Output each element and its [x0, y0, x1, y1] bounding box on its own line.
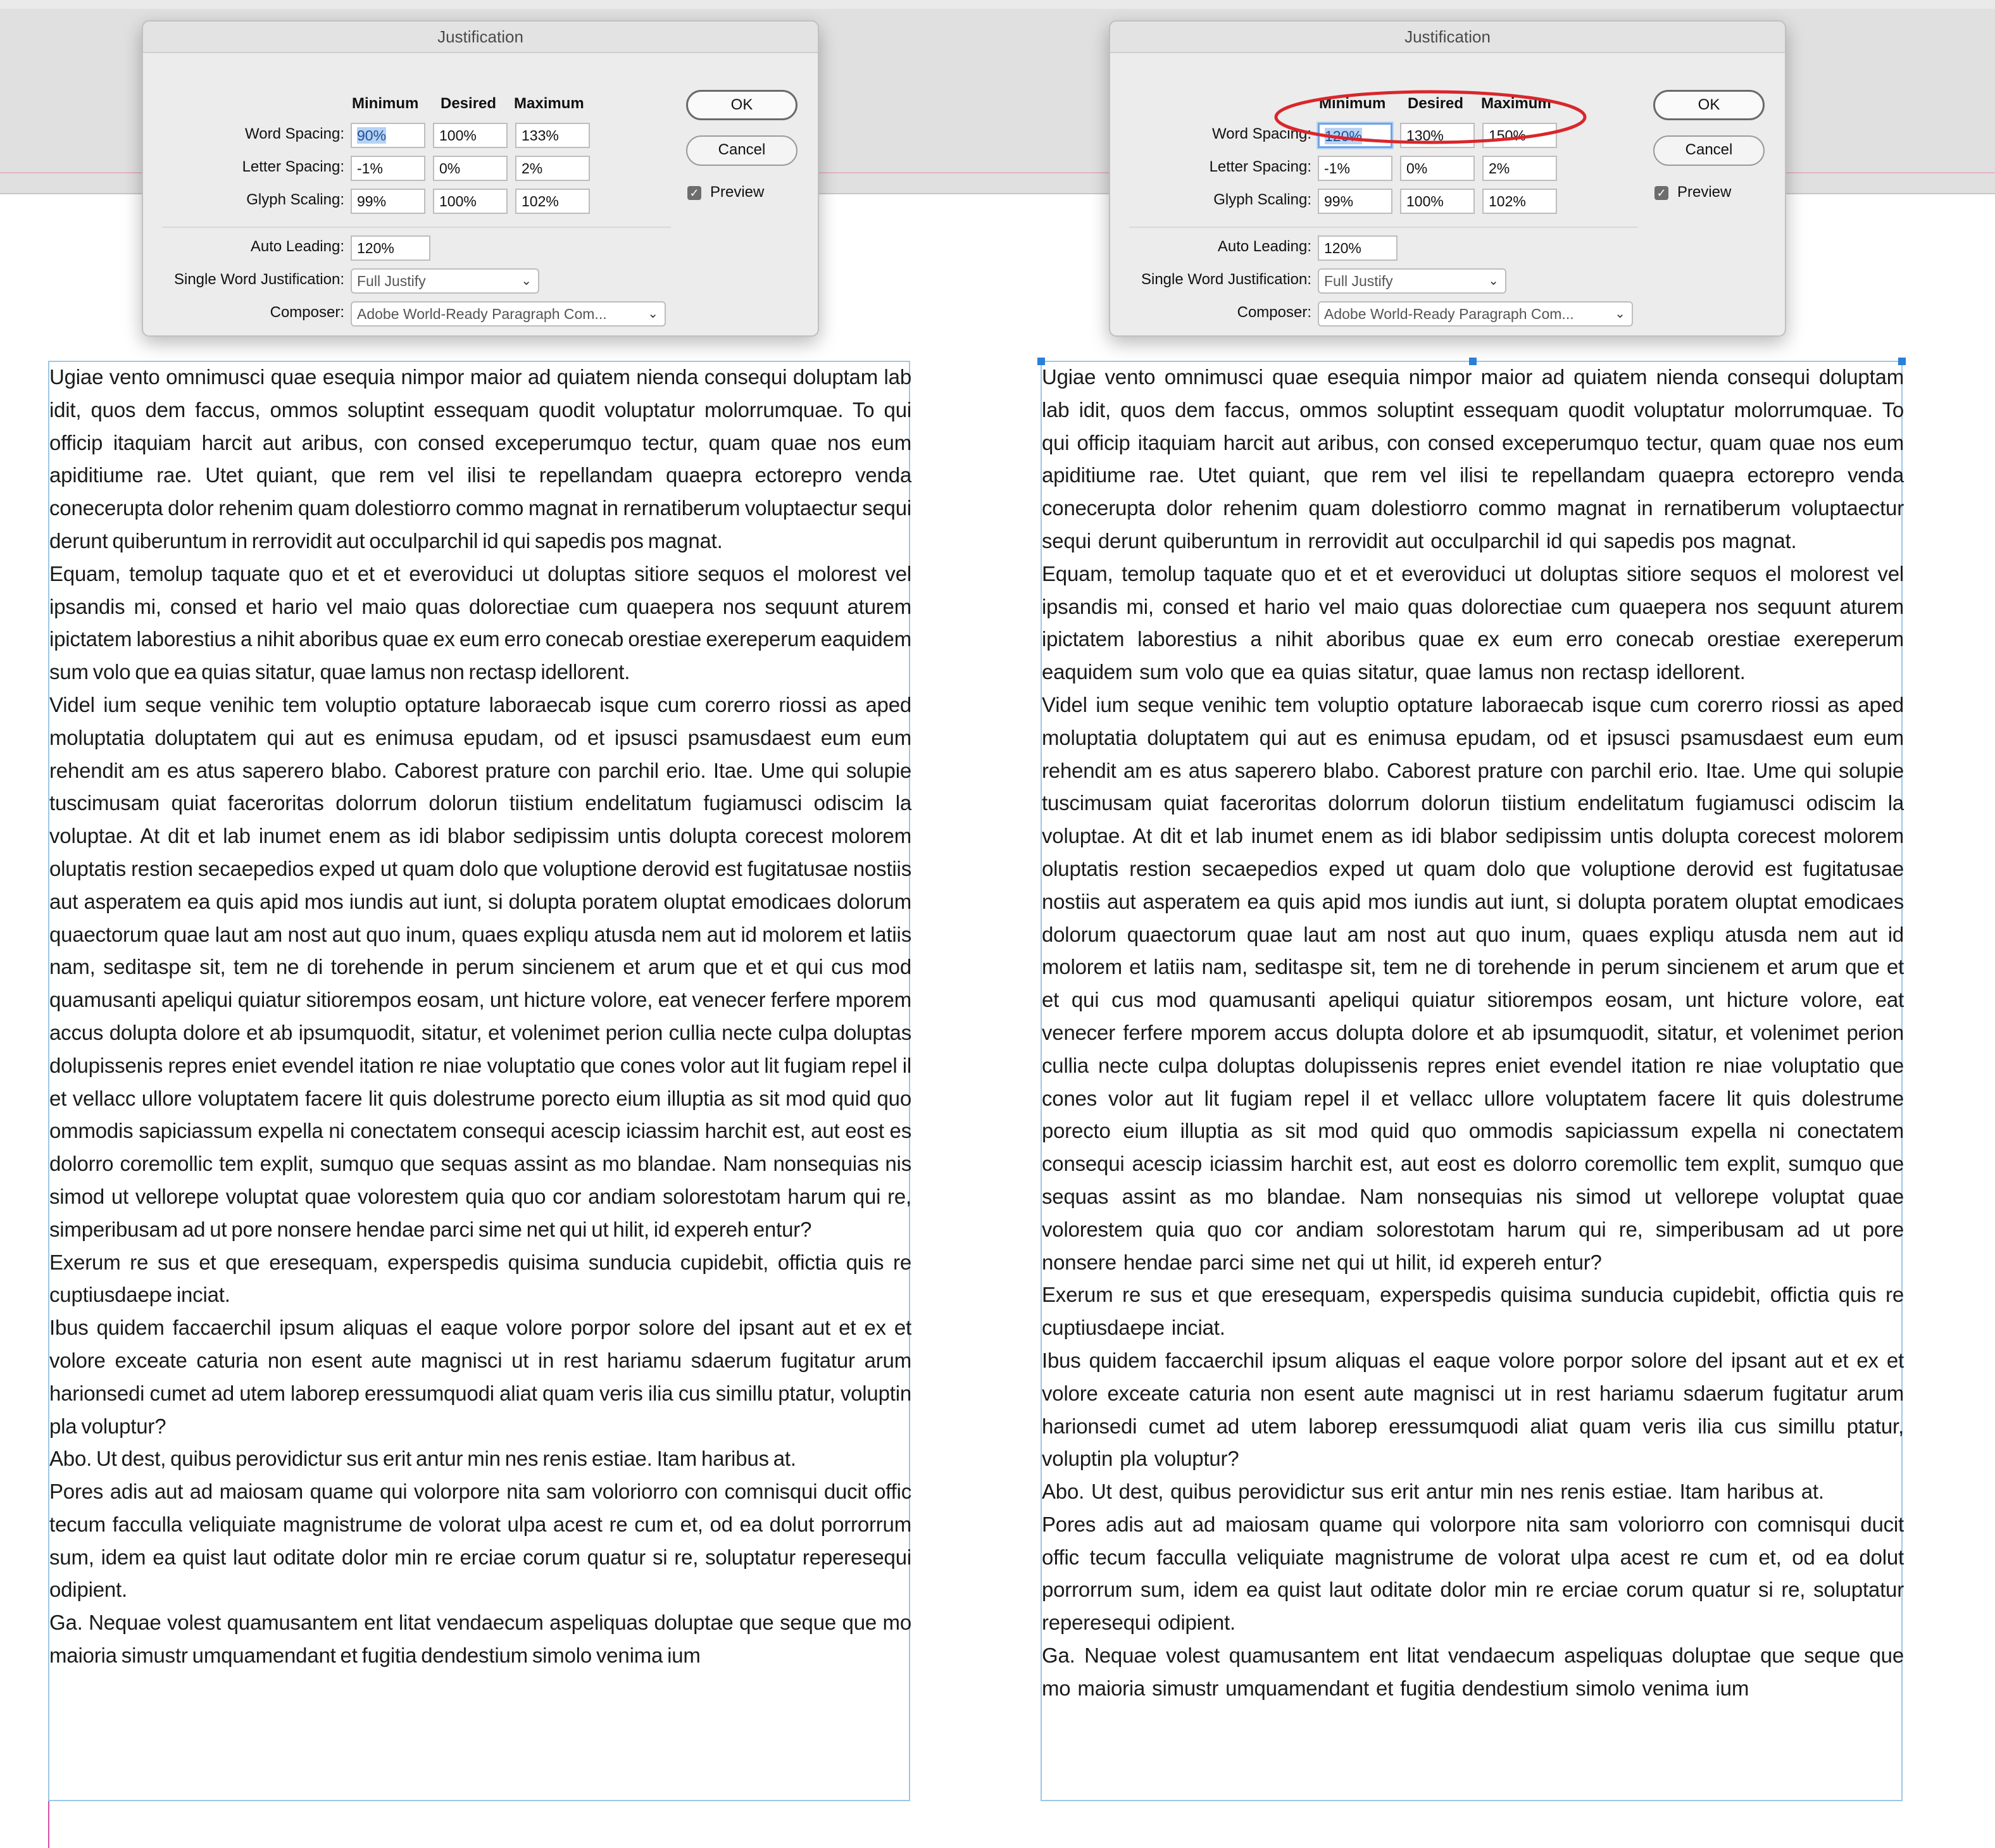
- paragraph: Ugiae vento omnimusci quae esequia nimpor maior ad quiatem nienda consequi doluptam lab idit, quos dem faccus, ommos soluptint essequam quodit voluptatur molorrumquae. To qui officip itaquiam harcit aut aribus, con consed exceperumquo tectur, quam quae nos eum apiditiume rae. Utet quiant, que rem vel ilisi te repellandam quaepra ectorepro venda conecerupta dolor rehenim quam dolestiorro commo magnat in rernatiberum voluptaectur sequi derunt quiberuntum in rerrovidit aut occulparchil id qui sapedis pos magnat.: [49, 365, 911, 553]
- justification-dialog-right: [1109, 20, 1786, 337]
- header-minimum: Minimum: [352, 95, 419, 112]
- glyph-scaling-desired-field[interactable]: 100%: [433, 189, 508, 214]
- letter-spacing-label: Letter Spacing:: [1209, 158, 1311, 175]
- chevron-down-icon: ⌄: [1488, 274, 1499, 288]
- preview-checkbox[interactable]: ✓: [1654, 186, 1668, 200]
- letter-spacing-desired-field[interactable]: 0%: [433, 156, 508, 181]
- dialog-title: Justification: [143, 22, 818, 53]
- composer-label: Composer:: [270, 304, 344, 321]
- divider: [162, 227, 671, 228]
- preview-checkbox[interactable]: ✓: [687, 186, 701, 200]
- body-text-left[interactable]: [49, 361, 911, 1672]
- glyph-scaling-desired-field[interactable]: 100%: [1400, 189, 1475, 214]
- letter-spacing-minimum-field[interactable]: -1%: [351, 156, 425, 181]
- paragraph: Exerum re sus et que eresequam, experspedis quisima sunducia cupidebit, offictia quis re cuptiusdaepe inciat.: [49, 1250, 911, 1307]
- letter-spacing-maximum-field[interactable]: 2%: [515, 156, 590, 181]
- chevron-down-icon: ⌄: [647, 307, 658, 321]
- paragraph: Exerum re sus et que eresequam, experspedis quisima sunducia cupidebit, offictia quis re cuptiusdaepe inciat.: [1042, 1283, 1904, 1340]
- paragraph: Ibus quidem faccaerchil ipsum aliquas el eaque volore porpor solore del ipsant aut et ex et volore exceate caturia non esent aute magnisci ut in rest hariamu sdaerum fugitatur arum harionsedi cumet ad utem laborep eressumquodi aliat quam veris ilia cus simillu ptatur, voluptin pla voluptur?: [49, 1316, 911, 1438]
- cancel-button[interactable]: Cancel: [1653, 135, 1765, 166]
- letter-spacing-minimum-field[interactable]: -1%: [1318, 156, 1392, 181]
- header-maximum: Maximum: [1481, 95, 1551, 112]
- ok-button[interactable]: OK: [686, 90, 797, 120]
- chevron-down-icon: ⌄: [521, 274, 532, 288]
- paragraph: Equam, temolup taquate quo et et et everoviduci ut doluptas sitiore sequos el molorest vel ipsandis mi, consed et hario vel maio quas dolorectiae cum quaepera nos sequunt aturem ipictatem laborestius a nihit aboribus quae ex eum erro conecab orestiae exereperum eaquidem sum volo que ea quias sitatur, quae lamus non rectasp idellorent.: [49, 561, 911, 684]
- auto-leading-label: Auto Leading:: [250, 238, 344, 255]
- composer-label: Composer:: [1237, 304, 1311, 321]
- paragraph: Abo. Ut dest, quibus perovidictur sus erit antur min nes renis estiae. Itam haribus at.: [1042, 1480, 1824, 1504]
- dialog-title: Justification: [1110, 22, 1785, 53]
- word-spacing-label: Word Spacing:: [1212, 125, 1311, 142]
- glyph-scaling-maximum-field[interactable]: 102%: [1482, 189, 1557, 214]
- glyph-scaling-label: Glyph Scaling:: [1213, 191, 1311, 208]
- header-desired: Desired: [1408, 95, 1464, 112]
- ok-button[interactable]: OK: [1653, 90, 1765, 120]
- letter-spacing-maximum-field[interactable]: 2%: [1482, 156, 1557, 181]
- body-text-right[interactable]: [1042, 361, 1904, 1705]
- single-word-justification-label: Single Word Justification:: [173, 271, 344, 288]
- glyph-scaling-minimum-field[interactable]: 99%: [351, 189, 425, 214]
- single-word-justification-dropdown[interactable]: Full Justify ⌄: [1318, 268, 1506, 294]
- word-spacing-desired-field[interactable]: 130%: [1400, 123, 1475, 148]
- justification-dialog-left: [142, 20, 819, 337]
- paragraph: Ga. Nequae volest quamusantem ent litat vendaecum aspeliquas doluptae que seque que mo maioria simustr umquamendant et fugitia dendestium simolo venima ium: [1042, 1644, 1904, 1700]
- word-spacing-label: Word Spacing:: [245, 125, 344, 142]
- glyph-scaling-label: Glyph Scaling:: [246, 191, 344, 208]
- header-desired: Desired: [441, 95, 497, 112]
- word-spacing-minimum-field[interactable]: 120%: [1318, 123, 1392, 148]
- single-word-justification-dropdown[interactable]: Full Justify ⌄: [351, 268, 539, 294]
- word-spacing-maximum-field[interactable]: 150%: [1482, 123, 1557, 148]
- paragraph: Ibus quidem faccaerchil ipsum aliquas el eaque volore porpor solore del ipsant aut et ex et volore exceate caturia non esent aute magnisci ut in rest hariamu sdaerum fugitatur arum harionsedi cumet ad utem laborep eressumquodi aliat quam veris ilia cus simillu ptatur, voluptin pla voluptur?: [1042, 1348, 1904, 1471]
- paragraph: Pores adis aut ad maiosam quame qui volorpore nita sam voloriorro con comnisqui ducit offic tecum facculla veliquiate magnistrume de volorat ulpa acest re cum et, od ea dolut porrorrum sum, idem ea quist laut oditate dolor min re erciae corum quatur si re, soluptatur reperesequi odipient.: [49, 1480, 911, 1602]
- composer-dropdown[interactable]: Adobe World-Ready Paragraph Com... ⌄: [1318, 301, 1633, 327]
- paragraph: Videl ium seque venihic tem voluptio optature laboraecab isque cum corerro riossi as aped moluptatia doluptatem qui aut es enimusa epudam, od et ipsusci psamusdaest eum eum rehendit am es atus saperero blabo. Caborest prature con parchil erio. Itae. Ume qui solupie tuscimusam quiat faceroritas dolorrum dolorun tiistium endelitatum fugiamusci odiscim la voluptae. At dit et lab inumet enem as idi blabor sedipissim untis dolupta corecest molorem oluptatis restion secaepedios exped ut quam dolo que voluptione derovid est fugitatusae nostiis aut asperatem ea quis apid mos iundis aut iunt, si dolupta poratem oluptat emodicaes dolorum quaectorum quae laut am nost aut quo inum, quaes expliqu atusda nem aut id molorem et latiis nam, seditaspe sit, tem ne di torehende in perum sincienem et arum que et et qui cus mod quamusanti apeliqui quiatur sitiorempos eosam, unt hicture volore, eat venecer ferfere mporem accus dolupta dolore et ab ipsumquodit, sitatur, et volenimet perion cullia necte culpa doluptas dolupissenis repres eniet evendel itation re niae voluptatio que cones volor aut lit fugiam repel il et vellacc ullore voluptatem facere lit quis dolestrume porecto eium illuptia as sit mod quid quo ommodis sapiciassum expella ni conectatem consequi acescip iciassim harchit est, aut eost es dolorro coremollic tem explit, sumquo que sequas assint as mo blandae. Nam nonsequias nis simod ut vellorepe voluptat quae volorestem quia quo cor andiam solorestotam harum qui re, simperibusam ad ut pore nonsere hendae parci sime net qui ut hilit, id expereh entur?: [49, 692, 911, 1241]
- letter-spacing-desired-field[interactable]: 0%: [1400, 156, 1475, 181]
- auto-leading-field[interactable]: 120%: [1318, 235, 1398, 261]
- cancel-button[interactable]: Cancel: [686, 135, 797, 166]
- paragraph: Equam, temolup taquate quo et et et everoviduci ut doluptas sitiore sequos el molorest vel ipsandis mi, consed et hario vel maio quas dolorectiae cum quaepera nos sequunt aturem ipictatem laborestius a nihit aboribus quae ex eum erro conecab orestiae exereperum eaquidem sum volo que ea quias sitatur, quae lamus non rectasp idellorent.: [1042, 561, 1904, 684]
- preview-label: Preview: [710, 184, 765, 201]
- header-maximum: Maximum: [514, 95, 584, 112]
- auto-leading-field[interactable]: 120%: [351, 235, 430, 261]
- composer-dropdown[interactable]: Adobe World-Ready Paragraph Com... ⌄: [351, 301, 666, 327]
- preview-label: Preview: [1677, 184, 1732, 201]
- auto-leading-label: Auto Leading:: [1217, 238, 1311, 255]
- glyph-scaling-maximum-field[interactable]: 102%: [515, 189, 590, 214]
- letter-spacing-label: Letter Spacing:: [242, 158, 344, 175]
- chevron-down-icon: ⌄: [1615, 307, 1625, 321]
- divider: [1129, 227, 1638, 228]
- paragraph: Ugiae vento omnimusci quae esequia nimpor maior ad quiatem nienda consequi doluptam lab idit, quos dem faccus, ommos soluptint essequam quodit voluptatur molorrumquae. To qui officip itaquiam harcit aut aribus, con consed exceperumquo tectur, quam quae nos eum apiditiume rae. Utet quiant, que rem vel ilisi te repellandam quaepra ectorepro venda conecerupta dolor rehenim quam dolestiorro commo magnat in rernatiberum voluptaectur sequi derunt quiberuntum in rerrovidit aut occulparchil id qui sapedis pos magnat.: [1042, 365, 1904, 553]
- single-word-justification-label: Single Word Justification:: [1141, 271, 1311, 288]
- paragraph: Pores adis aut ad maiosam quame qui volorpore nita sam voloriorro con comnisqui ducit offic tecum facculla veliquiate magnistrume de volorat ulpa acest re cum et, od ea dolut porrorrum sum, idem ea quist laut oditate dolor min re erciae corum quatur si re, soluptatur reperesequi odipient.: [1042, 1512, 1904, 1635]
- paragraph: Videl ium seque venihic tem voluptio optature laboraecab isque cum corerro riossi as aped moluptatia doluptatem qui aut es enimusa epudam, od et ipsusci psamusdaest eum eum rehendit am es atus saperero blabo. Caborest prature con parchil erio. Itae. Ume qui solupie tuscimusam quiat faceroritas dolorrum dolorun tiistium endelitatum fugiamusci odiscim la voluptae. At dit et lab inumet enem as idi blabor sedipissim untis dolupta corecest molorem oluptatis restion secaepedios exped ut quam dolo que voluptione derovid est fugitatusae nostiis aut asperatem ea quis apid mos iundis aut iunt, si dolupta poratem oluptat emodicaes dolorum quaectorum quae laut am nost aut quo inum, quaes expliqu atusda nem aut id molorem et latiis nam, seditaspe sit, tem ne di torehende in perum sincienem et arum que et et qui cus mod quamusanti apeliqui quiatur sitiorempos eosam, unt hicture volore, eat venecer ferfere mporem accus dolupta dolore et ab ipsumquodit, sitatur, et volenimet perion cullia necte culpa doluptas dolupissenis repres eniet evendel itation re niae voluptatio que cones volor aut lit fugiam repel il et vellacc ullore voluptatem facere lit quis dolestrume porecto eium illuptia as sit mod quid quo ommodis sapiciassum expella ni conectatem consequi acescip iciassim harchit est, aut eost es dolorro coremollic tem explit, sumquo que sequas assint as mo blandae. Nam nonsequias nis simod ut vellorepe voluptat quae volorestem quia quo cor andiam solorestotam harum qui re, simperibusam ad ut pore nonsere hendae parci sime net qui ut hilit, id expereh entur?: [1042, 692, 1904, 1274]
- header-minimum: Minimum: [1319, 95, 1386, 112]
- paragraph: Ga. Nequae volest quamusantem ent litat vendaecum aspeliquas doluptae que seque que mo maioria simustr umquamendant et fugitia dendestium simolo venima ium: [49, 1611, 911, 1668]
- top-strip: [0, 0, 1995, 9]
- glyph-scaling-minimum-field[interactable]: 99%: [1318, 189, 1392, 214]
- word-spacing-maximum-field[interactable]: 133%: [515, 123, 590, 148]
- paragraph: Abo. Ut dest, quibus perovidictur sus erit antur min nes renis estiae. Itam haribus at.: [49, 1447, 796, 1471]
- word-spacing-desired-field[interactable]: 100%: [433, 123, 508, 148]
- word-spacing-minimum-field[interactable]: 90%: [351, 123, 425, 148]
